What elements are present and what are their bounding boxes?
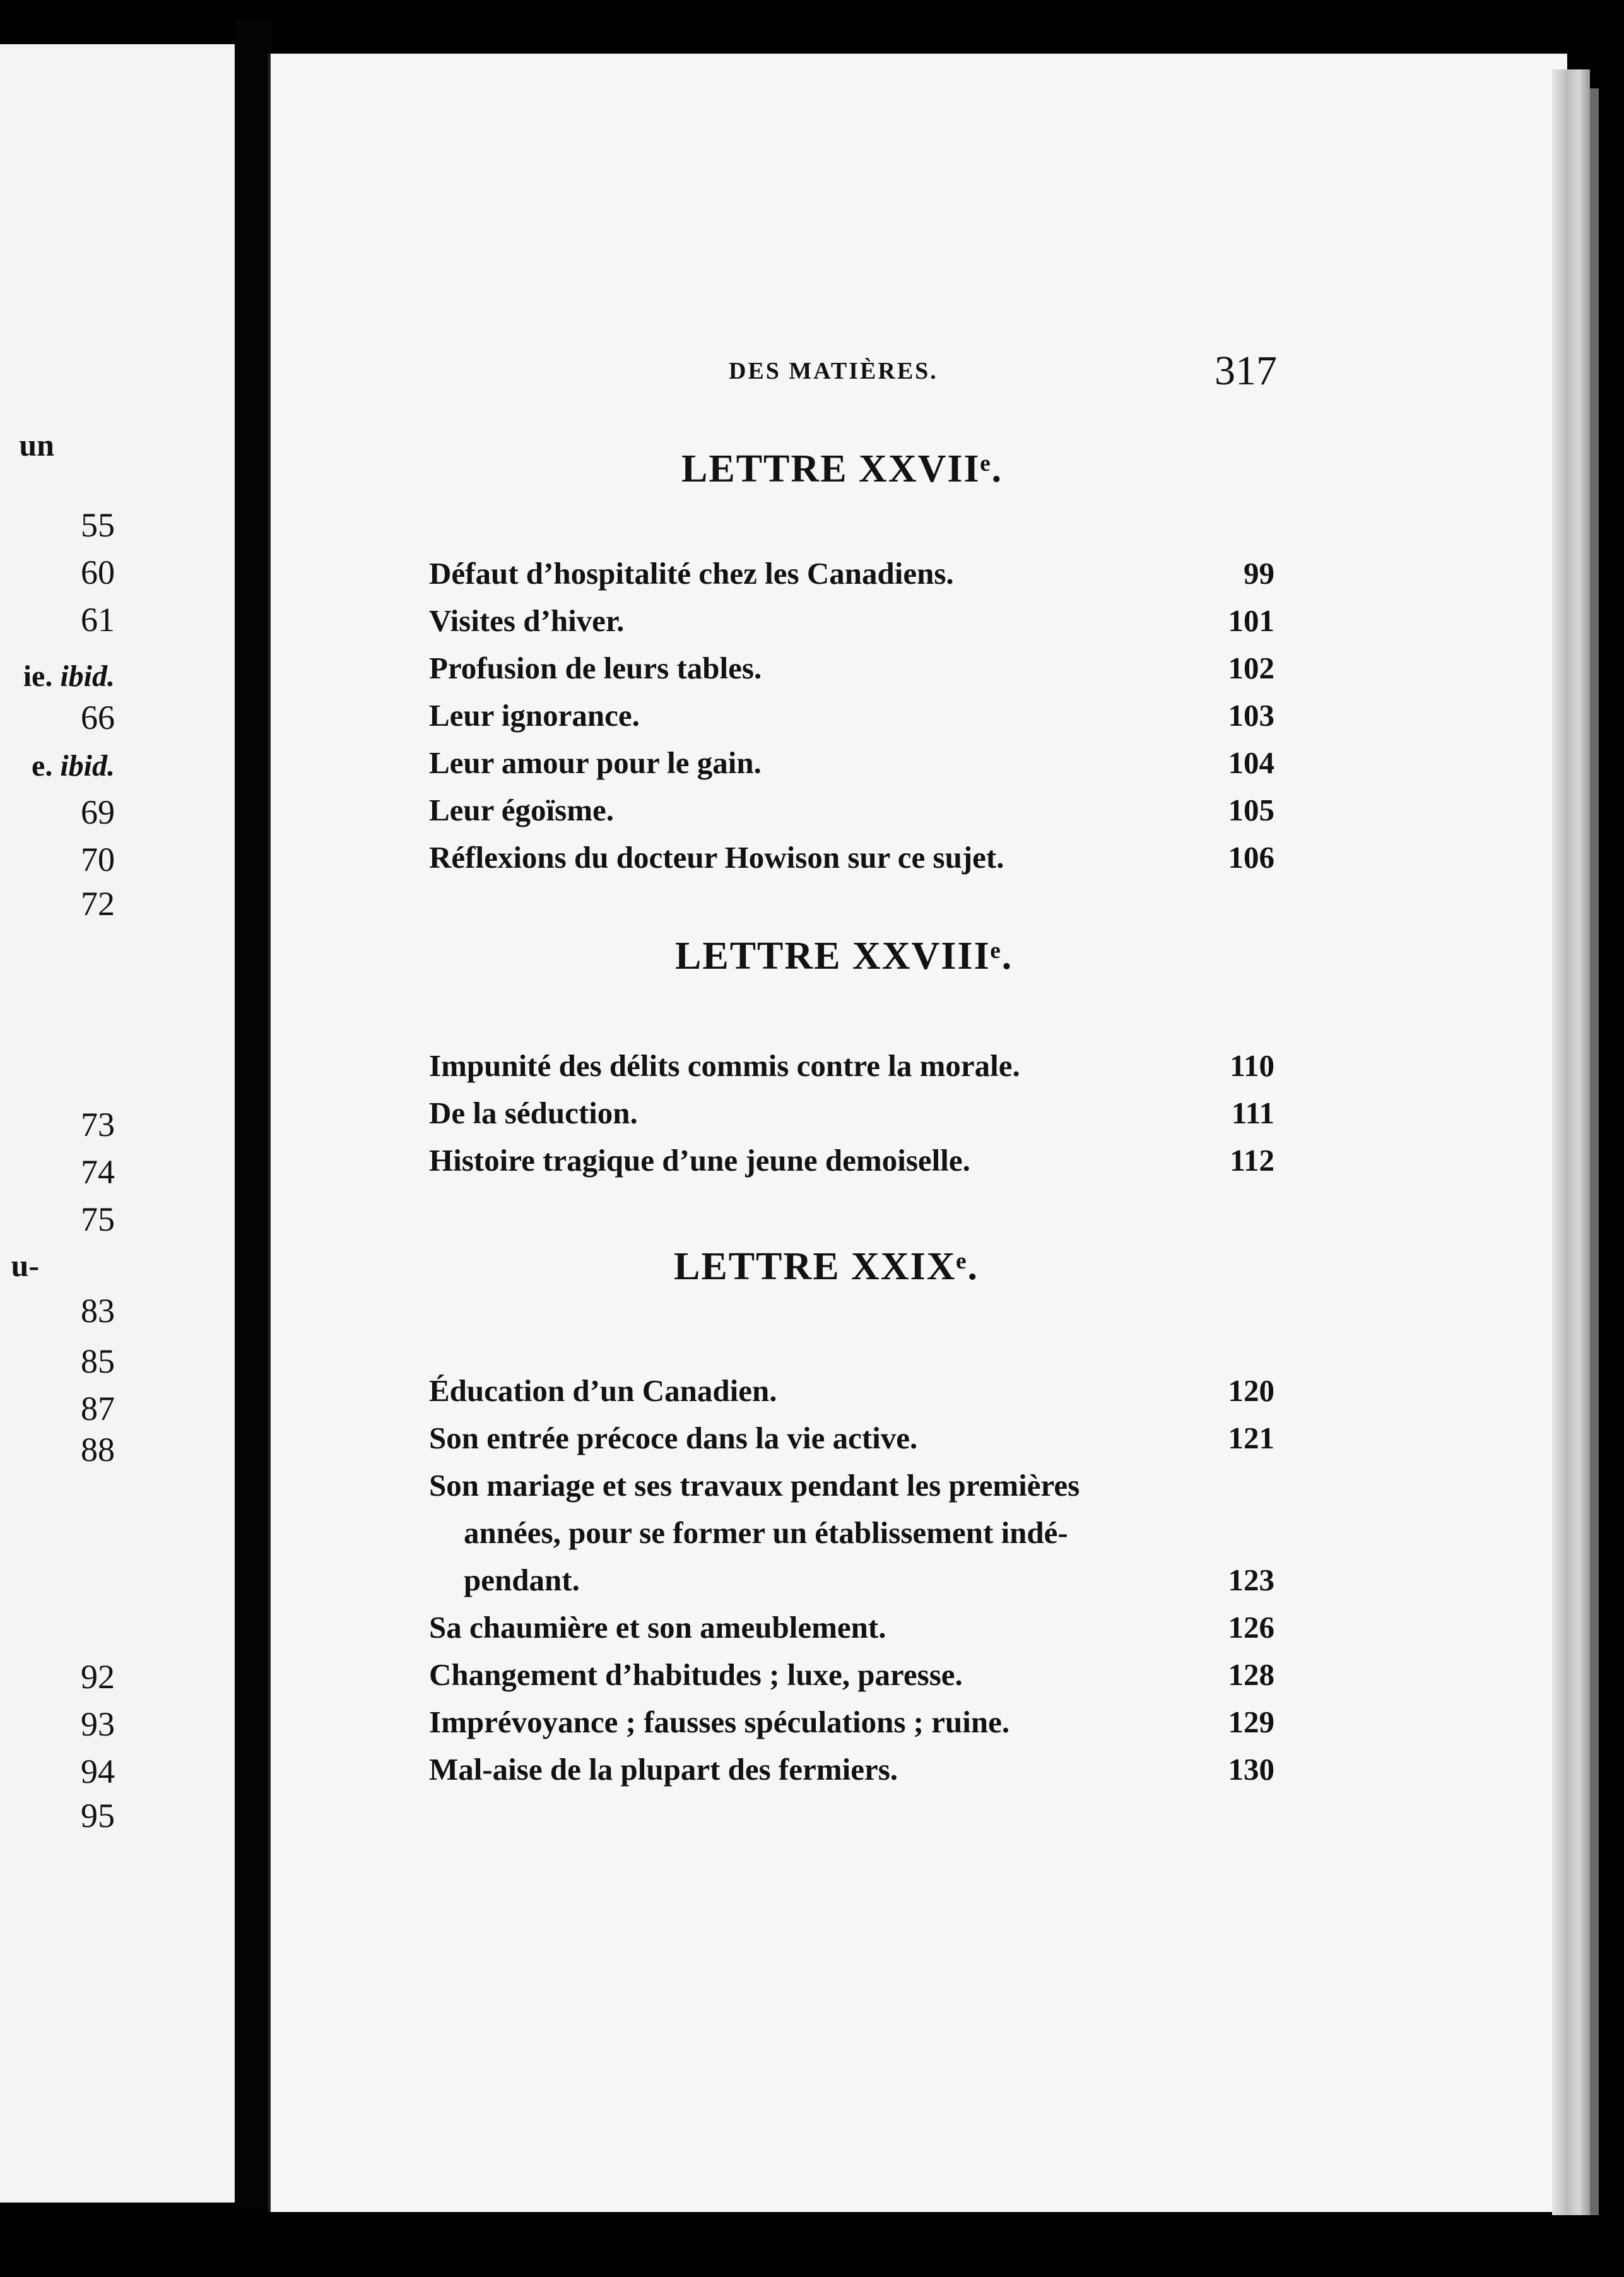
toc-entry-text: pendant. [464, 1563, 580, 1597]
left-page-number: 73 [81, 1106, 115, 1144]
left-page-number: 87 [81, 1390, 115, 1428]
left-page-suffix-entry [23, 661, 115, 692]
toc-entry-page: 126 [1228, 1610, 1274, 1645]
toc-entry[interactable] [429, 1657, 1274, 1694]
toc-entry[interactable] [429, 1515, 1274, 1552]
toc-entry-text: Leur égoïsme. [429, 793, 615, 827]
toc-entry-page: 129 [1228, 1705, 1274, 1739]
toc-entry[interactable] [429, 839, 1274, 877]
left-page-ibid: ibid. [60, 659, 115, 693]
toc-entry-page: 106 [1228, 840, 1274, 875]
toc-entry-page: 128 [1228, 1657, 1274, 1692]
page-number: 317 [1215, 348, 1277, 394]
left-page-number: 74 [81, 1153, 115, 1191]
toc-entry-page: 121 [1228, 1421, 1274, 1455]
toc-entry[interactable] [429, 1420, 1274, 1458]
toc-entry-text: années, pour se former un établissement indé- [464, 1515, 1068, 1550]
left-facing-page [0, 44, 235, 2203]
page-edge [1552, 69, 1590, 2215]
toc-entry[interactable] [429, 650, 1274, 688]
left-page-number: 60 [81, 553, 115, 591]
toc-entry-page: 104 [1228, 745, 1274, 780]
toc-entry-page: 130 [1228, 1752, 1274, 1787]
toc-entry-text: Sa chaumière et son ameublement. [429, 1610, 886, 1645]
toc-entry[interactable] [429, 697, 1274, 735]
toc-entry[interactable] [429, 1095, 1274, 1133]
toc-entry[interactable] [429, 1048, 1274, 1085]
page-edge-shadow [1590, 88, 1599, 2215]
toc-entry-text: Son entrée précoce dans la vie active. [429, 1421, 918, 1455]
toc-entry-text: Leur ignorance. [429, 698, 640, 733]
toc-entry[interactable] [429, 792, 1274, 830]
toc-entry-text: Profusion de leurs tables. [429, 651, 762, 685]
toc-entry-text: Impunité des délits commis contre la morale. [429, 1048, 1020, 1083]
toc-entry-text: Histoire tragique d’une jeune demoiselle. [429, 1143, 970, 1178]
left-page-number: 85 [81, 1342, 115, 1380]
toc-entry-page: 112 [1230, 1143, 1274, 1178]
toc-entry[interactable] [429, 1751, 1274, 1789]
toc-entry-text: Éducation d’un Canadien. [429, 1373, 777, 1408]
toc-entry-text: Son mariage et ses travaux pendant les premières [429, 1468, 1080, 1503]
toc-entry-page: 103 [1228, 698, 1274, 733]
left-page-number: 75 [81, 1200, 115, 1238]
left-page-number: 72 [81, 885, 115, 923]
left-page-number: 94 [81, 1753, 115, 1790]
left-page-number: 88 [81, 1431, 115, 1469]
toc-entry-page: 105 [1228, 793, 1274, 827]
toc-entry-page: 111 [1231, 1096, 1274, 1130]
left-page-suffix-entry [32, 751, 115, 781]
toc-entry-text: Mal-aise de la plupart des fermiers. [429, 1752, 898, 1787]
left-page-number: 70 [81, 841, 115, 878]
left-page-word: ie. [23, 659, 53, 693]
toc-entry[interactable] [429, 1467, 1274, 1505]
left-page-number: 83 [81, 1292, 115, 1330]
left-page-word: un [19, 427, 54, 463]
section-heading: LETTRE XXVIIᵉ. [681, 447, 1003, 490]
toc-entry-page: 123 [1228, 1563, 1274, 1597]
toc-entry[interactable] [429, 745, 1274, 783]
toc-entry[interactable] [429, 555, 1274, 593]
toc-entry-page: 120 [1228, 1373, 1274, 1408]
toc-entry-text: Changement d’habitudes ; luxe, paresse. [429, 1657, 963, 1692]
toc-entry-page: 101 [1228, 603, 1274, 638]
section-heading: LETTRE XXIXᵉ. [674, 1245, 979, 1288]
left-page-ibid: ibid. [60, 749, 115, 783]
left-page-number: 55 [81, 506, 115, 544]
toc-entry[interactable] [429, 1373, 1274, 1411]
toc-entry-text: Visites d’hiver. [429, 603, 625, 638]
section-heading: LETTRE XXVIIIᵉ. [675, 935, 1013, 978]
toc-entry-text: Imprévoyance ; fausses spéculations ; ruine. [429, 1705, 1010, 1739]
left-page-number: 93 [81, 1705, 115, 1743]
left-page-number: 92 [81, 1658, 115, 1696]
toc-entry-text: Défaut d’hospitalité chez les Canadiens. [429, 556, 954, 591]
left-page-number: 66 [81, 699, 115, 736]
left-page-word: e. [32, 749, 53, 783]
toc-entry[interactable] [429, 1704, 1274, 1742]
left-page-number: 61 [81, 601, 115, 639]
book-gutter [235, 19, 273, 2209]
toc-entry-text: Leur amour pour le gain. [429, 745, 762, 780]
toc-entry-text: Réflexions du docteur Howison sur ce sujet. [429, 840, 1004, 875]
toc-entry-page: 110 [1230, 1048, 1274, 1083]
running-head: DES MATIÈRES. [729, 358, 938, 384]
toc-entry-page: 102 [1228, 651, 1274, 685]
left-page-word: u- [11, 1248, 39, 1283]
toc-entry-page: 99 [1244, 556, 1274, 591]
toc-entry[interactable] [429, 1142, 1274, 1180]
left-page-number: 95 [81, 1797, 115, 1835]
toc-entry[interactable] [429, 1562, 1274, 1600]
toc-entry[interactable] [429, 1609, 1274, 1647]
toc-entry[interactable] [429, 603, 1274, 641]
toc-entry-text: De la séduction. [429, 1096, 638, 1130]
left-page-number: 69 [81, 793, 115, 831]
